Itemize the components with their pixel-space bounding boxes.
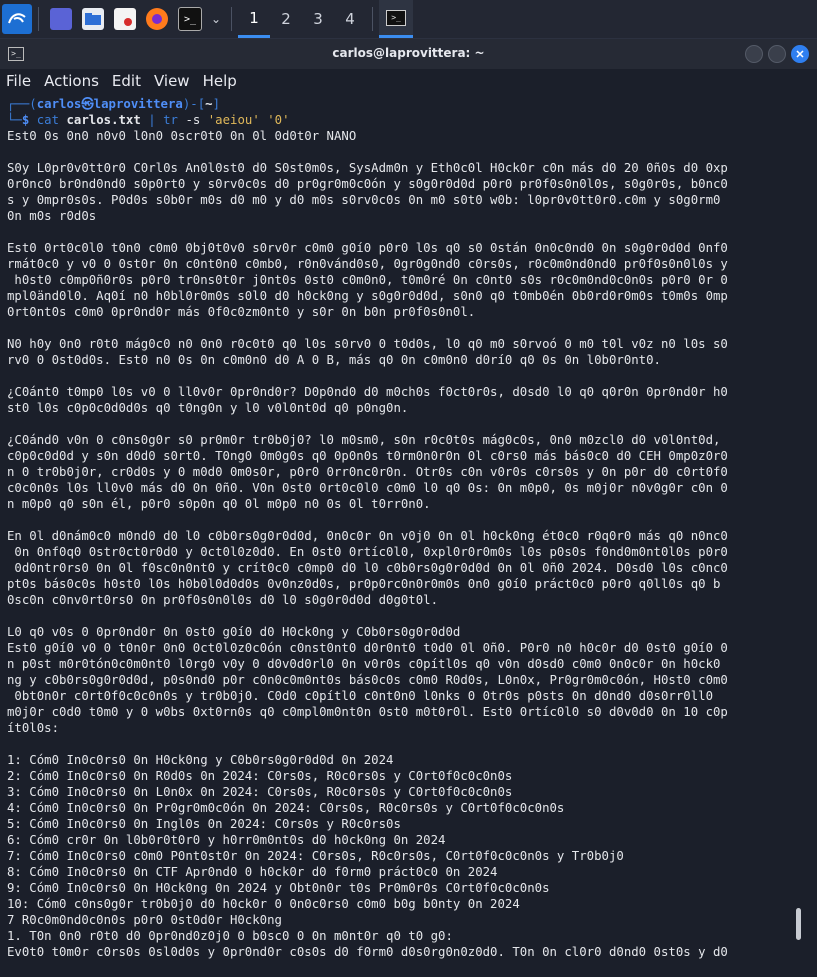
desktop-icon[interactable] xyxy=(50,8,72,30)
close-icon: ✕ xyxy=(795,48,805,61)
close-button[interactable] xyxy=(791,45,809,63)
prompt-opt: -s xyxy=(185,113,201,127)
maximize-button[interactable] xyxy=(768,45,786,63)
output-line: 4: Cóm0 In0c0rs0 0n Pr0gr0m0c0ón 0n 2024: C0rs0s, R0c0rs0s y C0rt0f0c0c0n0s xyxy=(7,801,565,815)
minimize-button[interactable] xyxy=(745,45,763,63)
taskbar-separator xyxy=(372,7,373,31)
output-line: 0r0nc0 br0nd0nd0 s0p0rt0 y s0rv0c0s d0 pr0gr0m0c0ón y s0g0r0d0d p0r0 pr0f0s0n0l0s, s0g0r0s, b0nc0 xyxy=(7,177,728,191)
taskbar-separator xyxy=(38,7,39,31)
workspace-1[interactable]: 1 xyxy=(238,0,270,38)
output-line: 9: Cóm0 In0c0rs0 0n H0ck0ng 0n 2024 y Obt0n0r t0s Pr0m0r0s C0rt0f0c0c0n0s xyxy=(7,881,550,895)
output-line: rv0 0 0st0d0s. Est0 n0 0s 0n c0m0n0 d0 A 0 B, más q0 0n c0m0n0 d0rí0 q0 0s 0n l0b0r0nt0. xyxy=(7,353,661,367)
output-line xyxy=(7,608,800,624)
prompt-line-2: └─$ cat carlos.txt | tr -s 'aeiou' '0' xyxy=(7,113,290,127)
firefox-icon[interactable] xyxy=(146,8,168,30)
menu-edit[interactable]: Edit xyxy=(111,72,141,90)
output-line: 0n m0s r0d0s xyxy=(7,209,97,223)
prompt-line-1: ┌──(carlos㉿laprovittera)-[~] xyxy=(7,97,221,111)
terminal-icon[interactable]: >_ xyxy=(178,7,202,31)
prompt-s1: 'aeiou' xyxy=(207,113,260,127)
output-line: n p0st m0r0tón0c0m0nt0 l0rg0 v0y 0 d0v0d0rl0 0n v0r0s c0pítl0s q0 v0n d0sd0 c0m0 0n0c0r 0n h0ck0 xyxy=(7,657,721,671)
workspace-3[interactable]: 3 xyxy=(313,10,323,28)
menu-actions[interactable]: Actions xyxy=(44,72,99,90)
file-manager-icon[interactable] xyxy=(82,8,104,30)
menu-bar xyxy=(0,69,817,93)
output-line: L0 q0 v0s 0 0pr0nd0r 0n 0st0 g0í0 d0 H0ck0ng y C0b0rs0g0r0d0d xyxy=(7,625,461,639)
output-line: 10: Cóm0 c0ns0g0r tr0b0j0 d0 h0ck0r 0 0n0c0rs0 c0m0 b0g b0nty 0n 2024 xyxy=(7,897,520,911)
scrollbar[interactable] xyxy=(796,908,801,940)
output-line: 5: Cóm0 In0c0rs0 0n Ingl0s 0n 2024: C0rs0s y R0c0rs0s xyxy=(7,817,401,831)
taskbar xyxy=(0,0,817,39)
menu-help[interactable]: Help xyxy=(202,72,237,90)
chevron-down-icon[interactable]: ⌄ xyxy=(211,12,222,26)
menu-file[interactable]: File xyxy=(6,72,32,90)
output-lines xyxy=(7,128,800,960)
output-line: ng y c0b0rs0g0r0d0d, p0s0nd0 p0r c0n0c0m0nt0s bás0c0s c0m0 R0d0s, L0n0x, Pr0gr0m0c0ón, H0st0 c0m0 xyxy=(7,673,728,687)
output-line xyxy=(7,512,800,528)
prompt-at: ㉿ xyxy=(81,97,94,111)
output-line: 0bt0n0r c0rt0f0c0c0n0s y tr0b0j0. C0d0 c0pítl0 c0nt0n0 l0nks 0 0tr0s p0sts 0n d0nd0 d0s0rr0ll0 xyxy=(7,689,713,703)
output-line xyxy=(7,320,800,336)
output-line xyxy=(7,368,800,384)
output-line: En 0l d0nám0c0 m0nd0 d0 l0 c0b0rs0g0r0d0d, 0n0c0r 0n v0j0 0n 0l h0ck0ng ét0c0 r0q0r0 más q0 n0nc0 xyxy=(7,529,728,543)
output-line: S0y L0pr0v0tt0r0 C0rl0s An0l0st0 d0 S0st0m0s, SysAdm0n y Eth0c0l H0ck0r c0n más d0 20 0ñ0s d0 0xp xyxy=(7,161,728,175)
output-line xyxy=(7,416,800,432)
prompt-pipe: | xyxy=(148,113,156,127)
output-line: Est0 0s 0n0 n0v0 l0n0 0scr0t0 0n 0l 0d0t0r NANO xyxy=(7,129,357,143)
output-line: n 0 tr0b0j0r, cr0d0s y 0 m0d0 0m0s0r, p0r0 0rr0nc0r0n. Otr0s c0n v0r0s c0rs0s y 0n p0r d0 c0rt0f0 xyxy=(7,465,728,479)
output-line: 1. T0n 0n0 r0t0 d0 0pr0nd0z0j0 0 b0sc0 0 0n m0nt0r q0 t0 g0: xyxy=(7,929,453,943)
output-line: 0d0ntr0rs0 0n 0l f0sc0n0nt0 y crít0c0 c0mp0 d0 l0 c0b0rs0g0r0d0d 0n 0l 0ñ0 2024. D0sd0 l0s c0nc0 xyxy=(7,561,728,575)
terminal-icon: >_ xyxy=(8,47,24,61)
output-line: 1: Cóm0 In0c0rs0 0n H0ck0ng y C0b0rs0g0r0d0d 0n 2024 xyxy=(7,753,394,767)
output-line: Ev0t0 t0m0r c0rs0s 0sl0d0s y 0pr0nd0r c0s0s d0 f0rm0 d0s0rg0n0z0d0. T0n 0n cl0r0 d0nd0 0st0s y d0 xyxy=(7,945,728,959)
prompt-arg: carlos.txt xyxy=(66,113,141,127)
output-line: ít0l0s: xyxy=(7,721,60,735)
workspace-2[interactable]: 2 xyxy=(281,10,291,28)
menu-view[interactable]: View xyxy=(153,72,190,90)
output-line: c0c0n0s l0s ll0v0 más d0 0n 0ñ0. V0n 0st0 0rt0c0l0 c0m0 l0 q0 0s: 0n m0p0, 0s m0j0r n0v0g0r c0n 0 xyxy=(7,481,728,495)
output-line: st0 l0s c0p0c0d0d0s q0 t0ng0n y l0 v0l0nt0d q0 p0ng0n. xyxy=(7,401,409,415)
output-line: 6: Cóm0 cr0r 0n l0b0r0t0r0 y h0rr0m0nt0s d0 h0ck0ng 0n 2024 xyxy=(7,833,446,847)
output-line: 0n 0nf0q0 0str0ct0r0d0 y 0ct0l0z0d0. En 0st0 0rtíc0l0, 0xpl0r0r0m0s l0s p0s0s f0nd0m0nt0l0s p0r0 xyxy=(7,545,728,559)
output-line: c0p0c0d0d y s0n d0d0 s0rt0. T0ng0 0m0g0s q0 0p0n0s t0rm0n0r0n 0l c0rs0 más bás0c0 d0 CEH 0mp0z0r0 xyxy=(7,449,728,463)
prompt-path: ~ xyxy=(205,97,213,111)
output-line: 7 R0c0m0nd0c0n0s p0r0 0st0d0r H0ck0ng xyxy=(7,913,282,927)
output-line: rmát0c0 y v0 0 0st0r 0n c0nt0n0 c0mb0, r0n0vánd0s0, 0gr0g0nd0 c0rs0s, r0c0m0nd0nd0 pr0f0s0n0l0s y xyxy=(7,257,728,271)
prompt-command: cat xyxy=(36,113,60,127)
output-line: 2: Cóm0 In0c0rs0 0n R0d0s 0n 2024: C0rs0s, R0c0rs0s y C0rt0f0c0c0n0s xyxy=(7,769,513,783)
output-line: 0rt0nt0s c0m0 0pr0nd0r más 0f0c0zm0nt0 y s0r 0n b0n pr0f0s0n0l. xyxy=(7,305,476,319)
window-title: carlos@laprovittera: ~ xyxy=(332,46,485,60)
window-controls xyxy=(745,45,809,63)
output-line: m0j0r c0d0 t0m0 y 0 w0bs 0xt0rn0s q0 c0mpl0m0nt0n 0st0 m0t0r0l. Est0 0rtíc0l0 s0 d0v0d0 0n 10 c0p xyxy=(7,705,728,719)
workspace-4[interactable]: 4 xyxy=(345,10,355,28)
output-line: N0 h0y 0n0 r0t0 mág0c0 n0 0n0 r0c0t0 q0 l0s s0rv0 0 t0d0s, l0 q0 m0 s0rvoó 0 m0 t0l v0z n0 l0s s0 xyxy=(7,337,728,351)
taskbar-window-terminal[interactable] xyxy=(379,0,413,38)
output-line: 8: Cóm0 In0c0rs0 0n CTF Apr0nd0 0 h0ck0r d0 f0rm0 práct0c0 0n 2024 xyxy=(7,865,498,879)
output-line: mpl0änd0l0. Aq0í n0 h0bl0r0m0s s0l0 d0 h0ck0ng y s0g0r0d0d, s0n0 q0 t0mb0én 0b0rd0r0m0s t0m0s 0mp xyxy=(7,289,728,303)
output-line: pt0s bás0c0s h0st0 l0s h0b0l0d0d0s 0v0nz0d0s, pr0p0rc0n0r0m0s 0n0 g0í0 práct0c0 p0r0 q0ll0s q0 b xyxy=(7,577,721,591)
output-line: n m0p0 q0 s0n él, p0r0 s0p0n q0 0l m0p0 n0 0s 0l t0rr0n0. xyxy=(7,497,431,511)
text-editor-icon[interactable] xyxy=(114,8,136,30)
output-line xyxy=(7,224,800,240)
output-line: Est0 g0í0 v0 0 t0n0r 0n0 0ct0l0z0c0ón c0nst0nt0 d0r0nt0 t0d0 0l 0ñ0. P0r0 n0 h0c0r d0 0st0 g0í0 0 xyxy=(7,641,728,655)
prompt-cmd2: tr xyxy=(163,113,178,127)
prompt-host: laprovittera xyxy=(93,97,183,111)
output-line: 0sc0n c0nv0rt0rs0 0n pr0f0s0n0l0s d0 l0 s0g0r0d0d d0g0t0l. xyxy=(7,593,439,607)
output-line: h0st0 c0mp0ñ0r0s p0r0 tr0ns0t0r j0nt0s 0st0 c0m0n0, t0m0ré 0n c0nt0 s0s r0c0m0nd0c0n0s p0r0 0r 0 xyxy=(7,273,728,287)
window-titlebar[interactable] xyxy=(0,39,817,69)
terminal-icon: >_ xyxy=(386,10,406,26)
output-line xyxy=(7,736,800,752)
output-line: 7: Cóm0 In0c0rs0 c0m0 P0nt0st0r 0n 2024: C0rs0s, R0c0rs0s, C0rt0f0c0c0n0s y Tr0b0j0 xyxy=(7,849,624,863)
terminal-output[interactable] xyxy=(0,96,800,977)
output-line: ¿C0ánt0 t0mp0 l0s v0 0 ll0v0r 0pr0nd0r? D0p0nd0 d0 m0ch0s f0ct0r0s, d0sd0 l0 q0 q0r0n 0pr0nd0r h0 xyxy=(7,385,728,399)
output-line: 3: Cóm0 In0c0rs0 0n L0n0x 0n 2024: C0rs0s, R0c0rs0s y C0rt0f0c0c0n0s xyxy=(7,785,513,799)
output-line: Est0 0rt0c0l0 t0n0 c0m0 0bj0t0v0 s0rv0r c0m0 g0í0 p0r0 l0s q0 s0 0stán 0n0c0nd0 0n s0g0r0d0d 0nf0 xyxy=(7,241,728,255)
output-line: s y 0mpr0s0s. P0d0s s0b0r m0s d0 m0 y d0 m0s s0rv0c0s 0n m0 s0t0 w0b: l0pr0v0tt0r0.c0m y s0g0rm0 xyxy=(7,193,721,207)
kali-menu-icon[interactable] xyxy=(2,4,32,34)
output-line xyxy=(7,144,800,160)
output-line: ¿C0ánd0 v0n 0 c0ns0g0r s0 pr0m0r tr0b0j0? l0 m0sm0, s0n r0c0t0s mág0c0s, 0n0 m0zcl0 d0 v0l0nt0d, xyxy=(7,433,721,447)
taskbar-separator xyxy=(231,7,232,31)
prompt-s2: '0' xyxy=(267,113,290,127)
prompt-user: carlos xyxy=(36,97,82,111)
